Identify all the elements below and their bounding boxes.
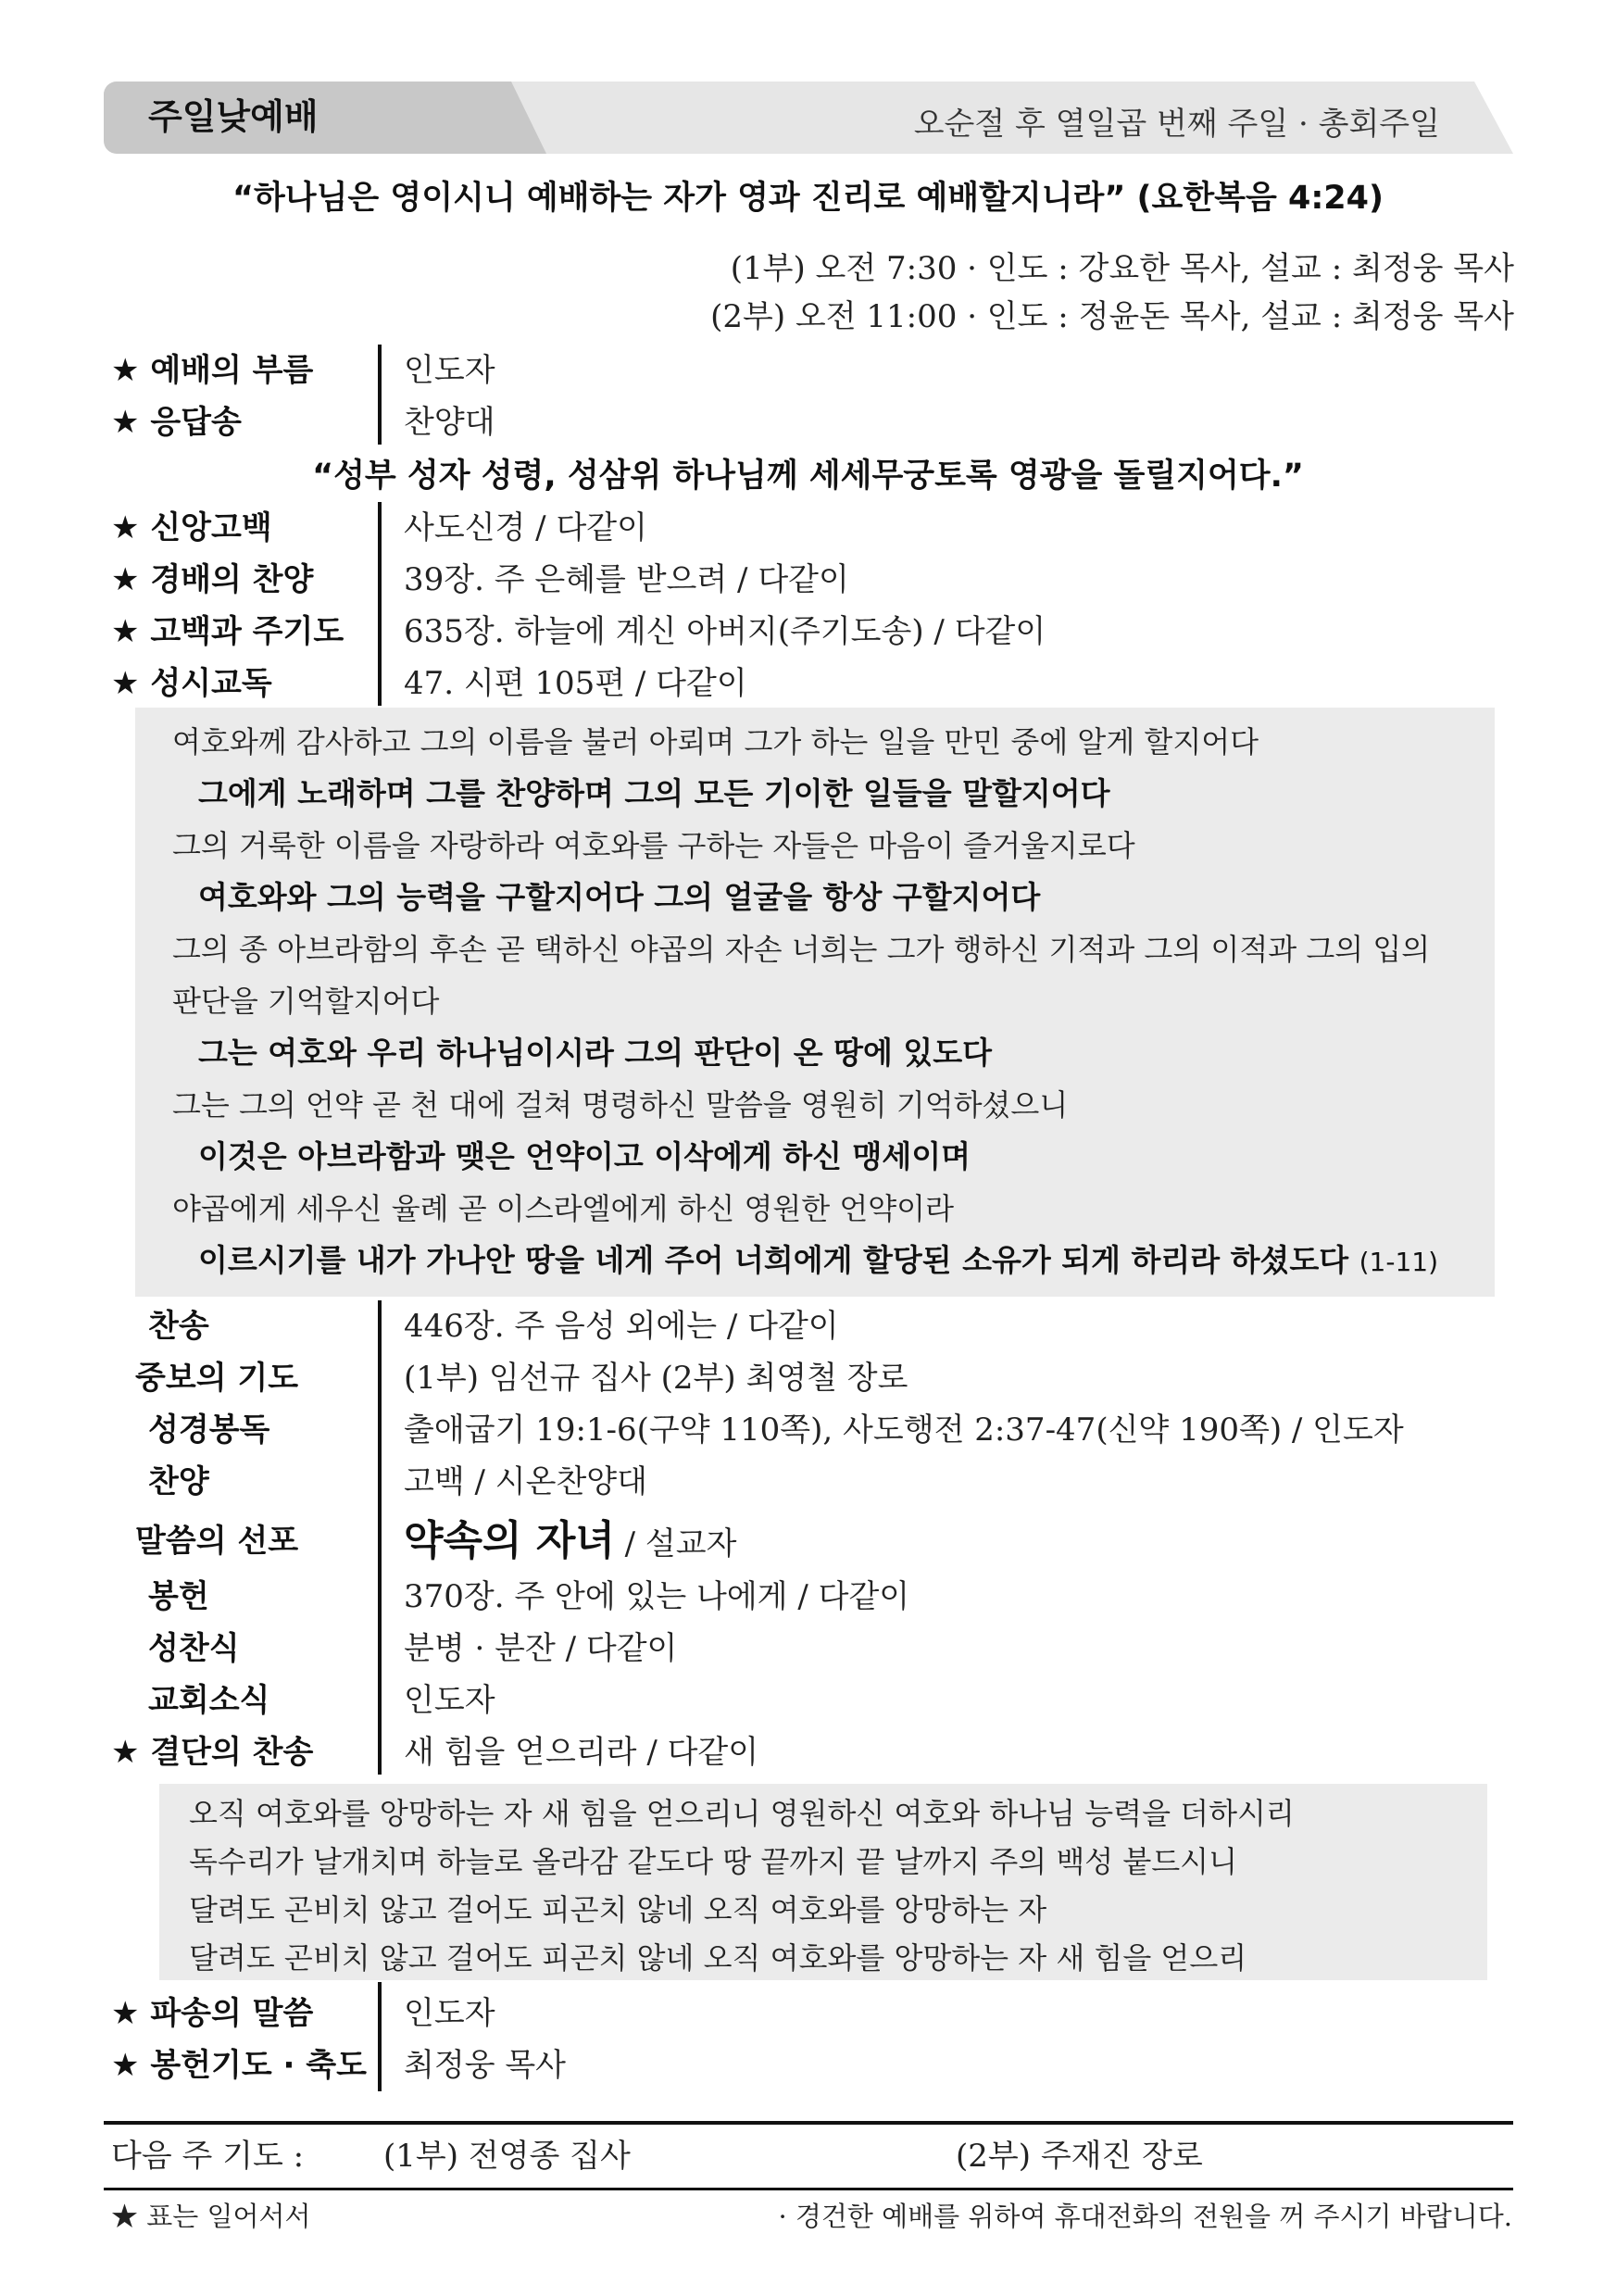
- hymn-line: 달려도 곤비치 않고 걸어도 피곤치 않네 오직 여호와를 앙망하는 자 새 힘을 얻으리: [189, 1940, 1247, 1976]
- order-value: 39장. 주 은혜를 받으려 / 다같이: [404, 561, 849, 598]
- order-label: 중보의 기도: [135, 1360, 299, 1397]
- footer-rule: [104, 2188, 1513, 2190]
- reading-line: 여호와께 감사하고 그의 이름을 불러 아뢰며 그가 하는 일을 만민 중에 알게 할지어다: [172, 724, 1259, 759]
- reading-line-bold: 이것은 아브라함과 맺은 언약이고 이삭에게 하신 맹세이며: [198, 1138, 971, 1174]
- service-time-2: (2부) 오전 11:00 · 인도 : 정윤돈 목사, 설교 : 최정웅 목사: [710, 298, 1514, 335]
- next-week-first-service: (1부) 전영종 집사: [383, 2138, 631, 2175]
- service-time-1: (1부) 오전 7:30 · 인도 : 강요한 목사, 설교 : 최정웅 목사: [730, 250, 1514, 287]
- order-label: 교회소식: [148, 1682, 270, 1719]
- hymn-line: 오직 여호와를 앙망하는 자 새 힘을 얻으리니 영원하신 여호와 하나님 능력을 더하시리: [189, 1796, 1295, 1831]
- order-value: 사도신경 / 다같이: [404, 509, 647, 546]
- sermon-value: [404, 1512, 736, 1571]
- reading-line: 야곱에게 세우신 율례 곧 이스라엘에게 하신 영원한 언약이라: [172, 1191, 955, 1226]
- order-value: 출애굽기 19:1-6(구약 110쪽), 사도행전 2:37-47(신약 190쪽) / 인도자: [404, 1411, 1404, 1449]
- sermon-by: / 설교자: [614, 1525, 737, 1562]
- order-item: [0, 1352, 1616, 1404]
- page-subtitle: 오순절 후 열일곱 번째 주일 · 총회주일: [913, 106, 1440, 143]
- page-title: 주일낮예배: [148, 96, 319, 137]
- order-item: [0, 502, 1616, 554]
- order-value: (1부) 임선규 집사 (2부) 최영철 장로: [404, 1360, 908, 1397]
- order-value: 635장. 하늘에 계신 아버지(주기도송) / 다같이: [404, 613, 1046, 650]
- reading-line-bold: 여호와와 그의 능력을 구할지어다 그의 얼굴을 항상 구할지어다: [198, 879, 1041, 915]
- order-label: ★ 고백과 주기도: [111, 613, 344, 650]
- reading-line-bold: [198, 1236, 1438, 1286]
- reading-line: 그의 종 아브라함의 후손 곧 택하신 야곱의 자손 너희는 그가 행하신 기적과 그의 이적과 그의 입의: [172, 932, 1431, 967]
- order-label: 봉헌: [148, 1578, 209, 1615]
- standing-note: ★ 표는 일어서서: [111, 2201, 311, 2232]
- order-label: ★ 경배의 찬양: [111, 561, 314, 598]
- order-item: [0, 1988, 1616, 2039]
- sermon-item: [0, 1512, 1616, 1571]
- order-item: [0, 1456, 1616, 1508]
- hymn-line: 달려도 곤비치 않고 걸어도 피곤치 않네 오직 여호와를 앙망하는 자: [189, 1892, 1047, 1927]
- order-value: 분병 · 분잔 / 다같이: [404, 1630, 678, 1667]
- order-item: [0, 1726, 1616, 1778]
- order-value: 인도자: [404, 352, 495, 389]
- order-item: [0, 2039, 1616, 2091]
- order-label: 말씀의 선포: [135, 1523, 299, 1560]
- order-item: [0, 396, 1616, 448]
- reading-line: 그는 그의 언약 곧 천 대에 걸쳐 명령하신 말씀을 영원히 기억하셨으니: [172, 1087, 1069, 1123]
- order-value: 446장. 주 음성 외에는 / 다같이: [404, 1308, 839, 1345]
- hymn-line: 독수리가 날개치며 하늘로 올라감 같도다 땅 끝까지 끝 날까지 주의 백성 붙드시니: [189, 1844, 1237, 1879]
- reading-line-bold: 그는 여호와 우리 하나님이시라 그의 판단이 온 땅에 있도다: [198, 1035, 992, 1071]
- theme-verse: “하나님은 영이시니 예배하는 자가 영과 진리로 예배할지니라” (요한복음 4:24): [232, 180, 1384, 217]
- order-value: 새 힘을 얻으리라 / 다같이: [404, 1734, 759, 1771]
- order-item: [0, 345, 1616, 396]
- order-label: 찬송: [148, 1308, 209, 1345]
- order-item: [0, 1571, 1616, 1623]
- order-value: 고백 / 시온찬양대: [404, 1463, 647, 1500]
- order-label: 성경봉독: [148, 1411, 270, 1449]
- order-value: 인도자: [404, 1995, 495, 2032]
- order-value: 최정웅 목사: [404, 2047, 567, 2084]
- order-label: ★ 성시교독: [111, 665, 272, 702]
- order-label: ★ 예배의 부름: [111, 352, 314, 389]
- order-item: [0, 606, 1616, 658]
- order-label: ★ 신앙고백: [111, 509, 272, 546]
- order-label: 성찬식: [148, 1630, 240, 1667]
- order-item: [0, 1623, 1616, 1675]
- order-value: 47. 시편 105편 / 다같이: [404, 665, 747, 702]
- reading-line: 그의 거룩한 이름을 자랑하라 여호와를 구하는 자들은 마음이 즐거울지로다: [172, 828, 1135, 863]
- order-item: [0, 1675, 1616, 1726]
- order-item: [0, 554, 1616, 606]
- order-label: ★ 응답송: [111, 404, 242, 441]
- order-value: 찬양대: [404, 404, 495, 441]
- reading-line: 판단을 기억할지어다: [172, 984, 440, 1019]
- reading-line-text: 이르시기를 내가 가나안 땅을 네게 주어 너희에게 할당된 소유가 되게 하리라 하셨도다: [198, 1242, 1349, 1278]
- order-label: 찬양: [148, 1463, 209, 1500]
- response-text: “성부 성자 성령, 성삼위 하나님께 세세무궁토록 영광을 돌릴지어다.”: [312, 458, 1304, 495]
- order-value: 370장. 주 안에 있는 나에게 / 다같이: [404, 1578, 910, 1615]
- order-item: [0, 1300, 1616, 1352]
- sermon-title: 약속의 자녀: [404, 1517, 615, 1564]
- order-item: [0, 658, 1616, 709]
- order-value: 인도자: [404, 1682, 495, 1719]
- order-label: ★ 파송의 말씀: [111, 1995, 314, 2032]
- reading-line-bold: 그에게 노래하며 그를 찬양하며 그의 모든 기이한 일들을 말할지어다: [198, 775, 1110, 811]
- order-item: [0, 1404, 1616, 1456]
- order-label: ★ 결단의 찬송: [111, 1734, 314, 1771]
- phone-note: · 경건한 예배를 위하여 휴대전화의 전원을 꺼 주시기 바랍니다.: [778, 2201, 1512, 2232]
- reading-reference: (1-11): [1359, 1247, 1439, 1277]
- footer-rule: [104, 2121, 1513, 2125]
- next-week-second-service: (2부) 주재진 장로: [956, 2138, 1203, 2175]
- order-label: ★ 봉헌기도 · 축도: [111, 2047, 367, 2084]
- next-week-label: 다음 주 기도 :: [111, 2138, 305, 2175]
